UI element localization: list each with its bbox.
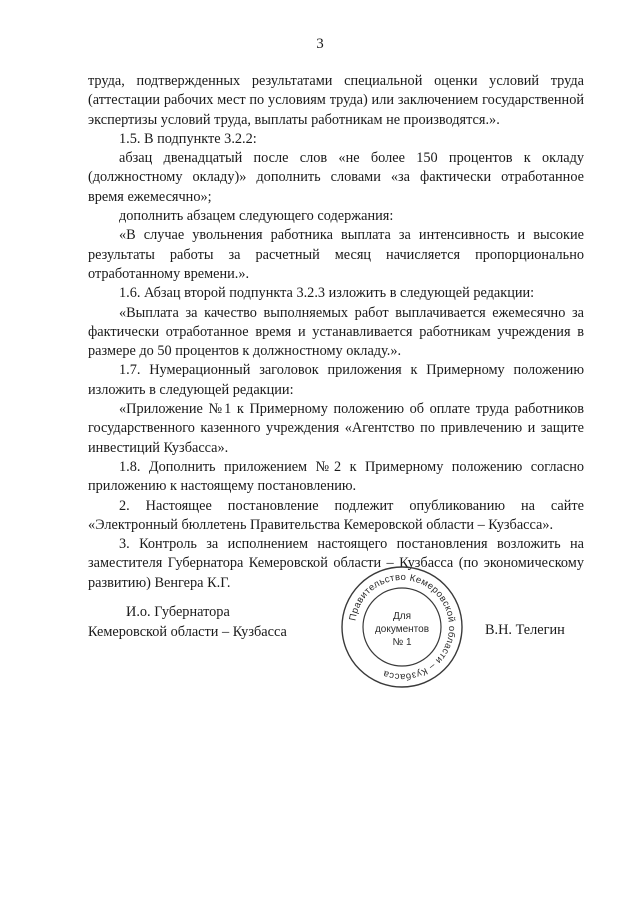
signature-title-line2: Кемеровской области – Кузбасса — [88, 624, 287, 640]
paragraph-7: «Выплата за качество выполняемых работ выплачивается ежемесячно за фактически отработанное время и устанавливается работникам учреждения в размере до 50 процентов к должностному окладу.». — [88, 304, 584, 360]
paragraph-4: дополнить абзацем следующего содержания: — [119, 208, 394, 225]
stamp-center-line3: № 1 — [392, 637, 412, 648]
paragraph-12: 3. Контроль за исполнением настоящего постановления возложить на заместителя Губернатора Кемеровской области – Кузбасса (по экономическому развитию) Венгера К.Г. — [88, 536, 584, 591]
stamp-center-line1: Для — [392, 611, 412, 622]
signature-name: В.Н. Телегин — [485, 622, 565, 638]
paragraph-2: 1.5. В подпункте 3.2.2: — [119, 130, 257, 147]
signature-title-line1: И.о. Губернатора — [126, 604, 230, 620]
signature-title — [88, 602, 287, 642]
paragraph-10: 1.8. Дополнить приложением №2 к Примерному положению согласно приложению к настоящему постановлению. — [88, 458, 584, 495]
paragraph-3: абзац двенадцатый после слов «не более 150 процентов к окладу (должностному окладу)» дополнить словами «за фактически отработанное время ежемесячно»; — [88, 150, 584, 205]
official-stamp — [338, 563, 466, 691]
paragraph-9: «Приложение №1 к Примерному положению об оплате труда работников государственного казенного учреждения «Агентство по привлечению и защите инвестиций Кузбасса». — [88, 401, 584, 456]
paragraph-11: 2. Настоящее постановление подлежит опубликованию на сайте «Электронный бюллетень Правительства Кемеровской области – Кузбасса». — [88, 497, 584, 533]
page-number: 3 — [316, 36, 324, 52]
stamp-center-line2: документов — [374, 624, 430, 635]
paragraph-1: труда, подтвержденных результатами специальной оценки условий труда (аттестации рабочих мест по условиям труда) или заключением государственной экспертизы условий труда, выплаты работникам не производятся.». — [88, 73, 584, 128]
document-body — [88, 72, 584, 593]
stamp-ring-text: Правительство Кемеровской области – Кузбасса — [347, 571, 458, 683]
paragraph-6: 1.6. Абзац второй подпункта 3.2.3 изложить в следующей редакции: — [119, 285, 535, 302]
paragraph-5: «В случае увольнения работника выплата за интенсивность и высокие результаты работы за расчетный месяц начисляется пропорционально отработанному времени.». — [88, 227, 584, 282]
paragraph-8: 1.7. Нумерационный заголовок приложения к Примерному положению изложить в следующей редакции: — [88, 362, 584, 398]
